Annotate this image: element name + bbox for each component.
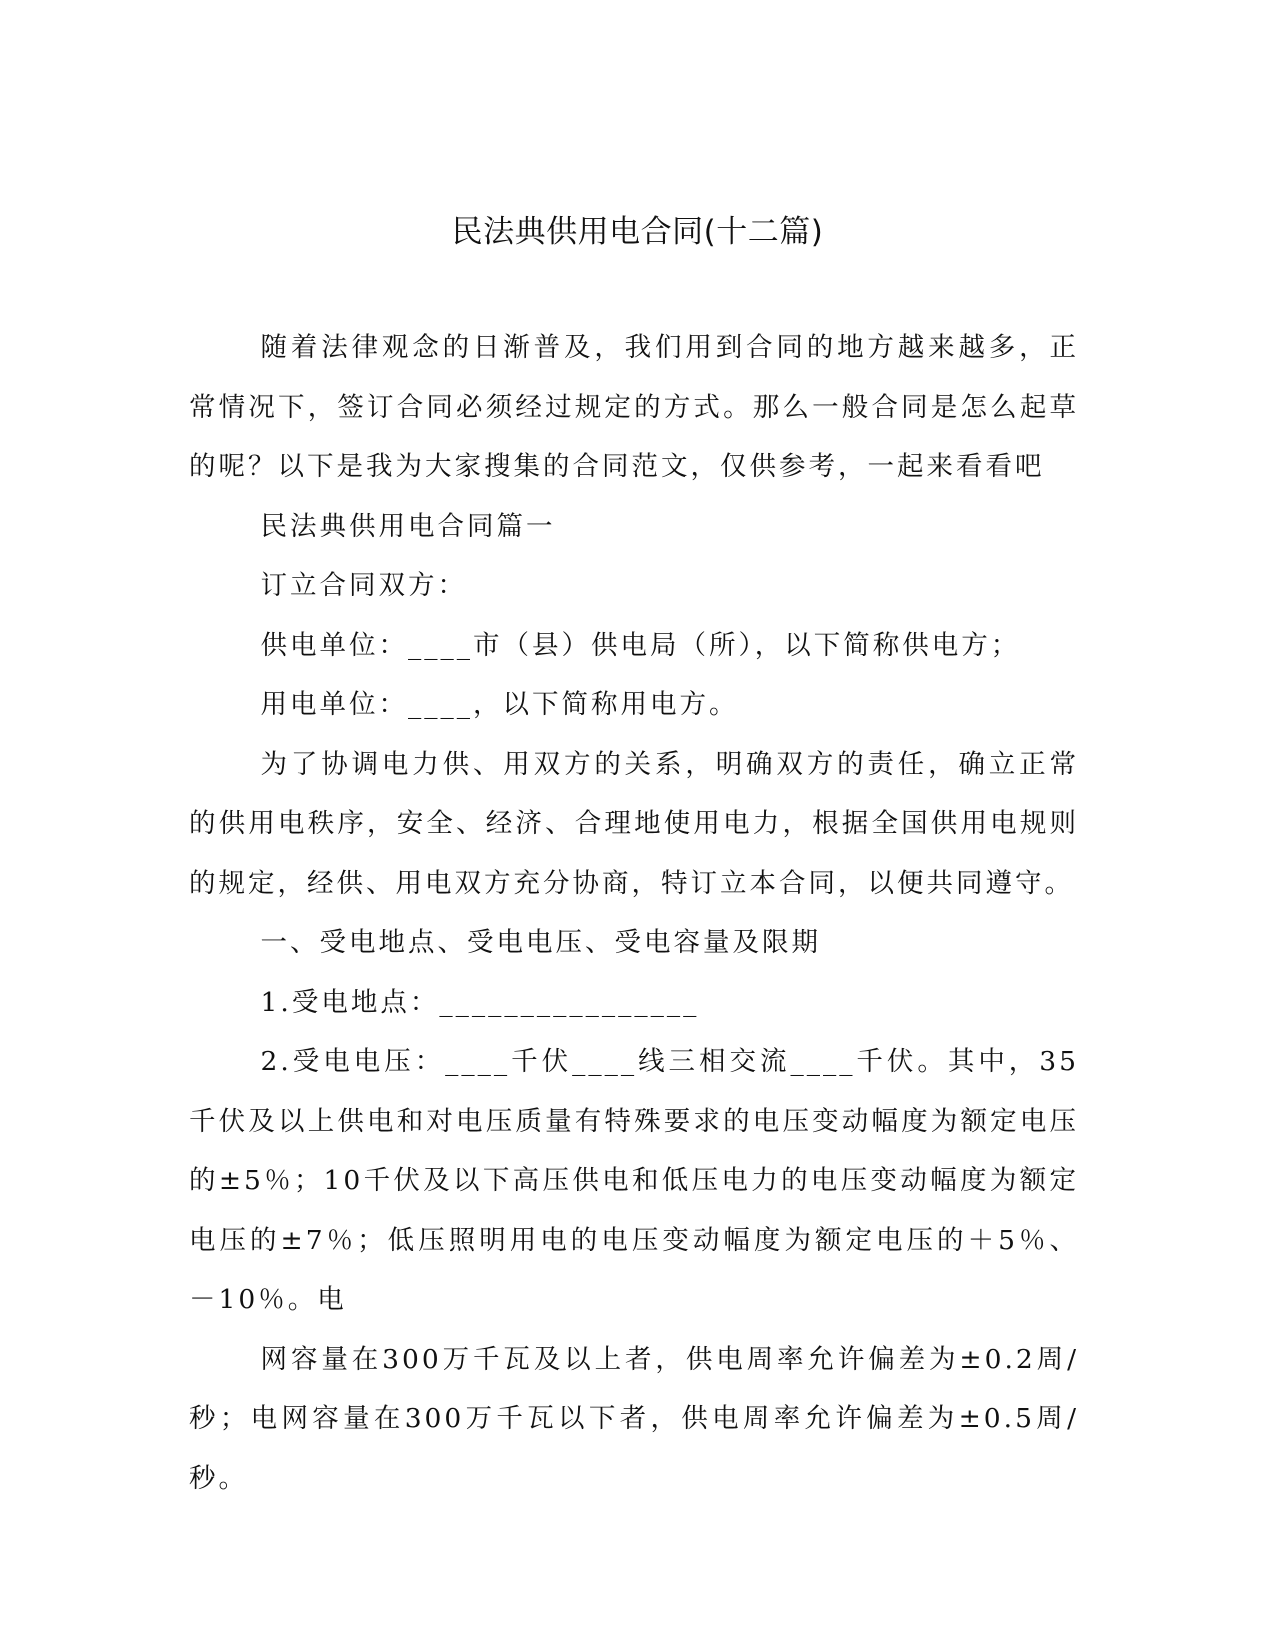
document-title: 民法典供用电合同(十二篇) [451, 214, 824, 250]
section-heading-part-one: 民法典供用电合同篇一 [260, 510, 556, 542]
paragraph-consumer: 用电单位：____，以下简称用电方。 [260, 689, 739, 720]
clause-receiving-location: 1.受电地点：________________ [260, 986, 700, 1018]
document-body [189, 318, 1079, 1508]
clause-frequency-tolerance: 网容量在300万千瓦及以上者，供电周率允许偏差为±0.2周/秒；电网容量在300万千瓦以下者，供电周率允许偏差为±0.5周/秒。 [189, 1343, 1079, 1494]
clause-receiving-voltage: 2.受电电压：____千伏____线三相交流____千伏。其中，35千伏及以上供电和对电压质量有特殊要求的电压变动幅度为额定电压的±5％；10千伏及以下高压供电和低压电力的电压变动幅度为额定电压的±7％；低压照明用电的电压变动幅度为额定电压的＋5％、－10％。电 [189, 1046, 1079, 1315]
clause-heading-one: 一、受电地点、受电电压、受电容量及限期 [260, 927, 822, 958]
paragraph-parties-label: 订立合同双方： [260, 570, 468, 601]
paragraph-intro: 随着法律观念的日渐普及，我们用到合同的地方越来越多，正常情况下，签订合同必须经过规定的方式。那么一般合同是怎么起草的呢？以下是我为大家搜集的合同范文，仅供参考，一起来看看吧 [189, 332, 1079, 482]
paragraph-purpose: 为了协调电力供、用双方的关系，明确双方的责任，确立正常的供用电秩序，安全、经济、合理地使用电力，根据全国供用电规则的规定，经供、用电双方充分协商，特订立本合同，以便共同遵守。 [189, 748, 1079, 899]
paragraph-supplier: 供电单位：____市（县）供电局（所），以下简称供电方； [260, 629, 1021, 661]
